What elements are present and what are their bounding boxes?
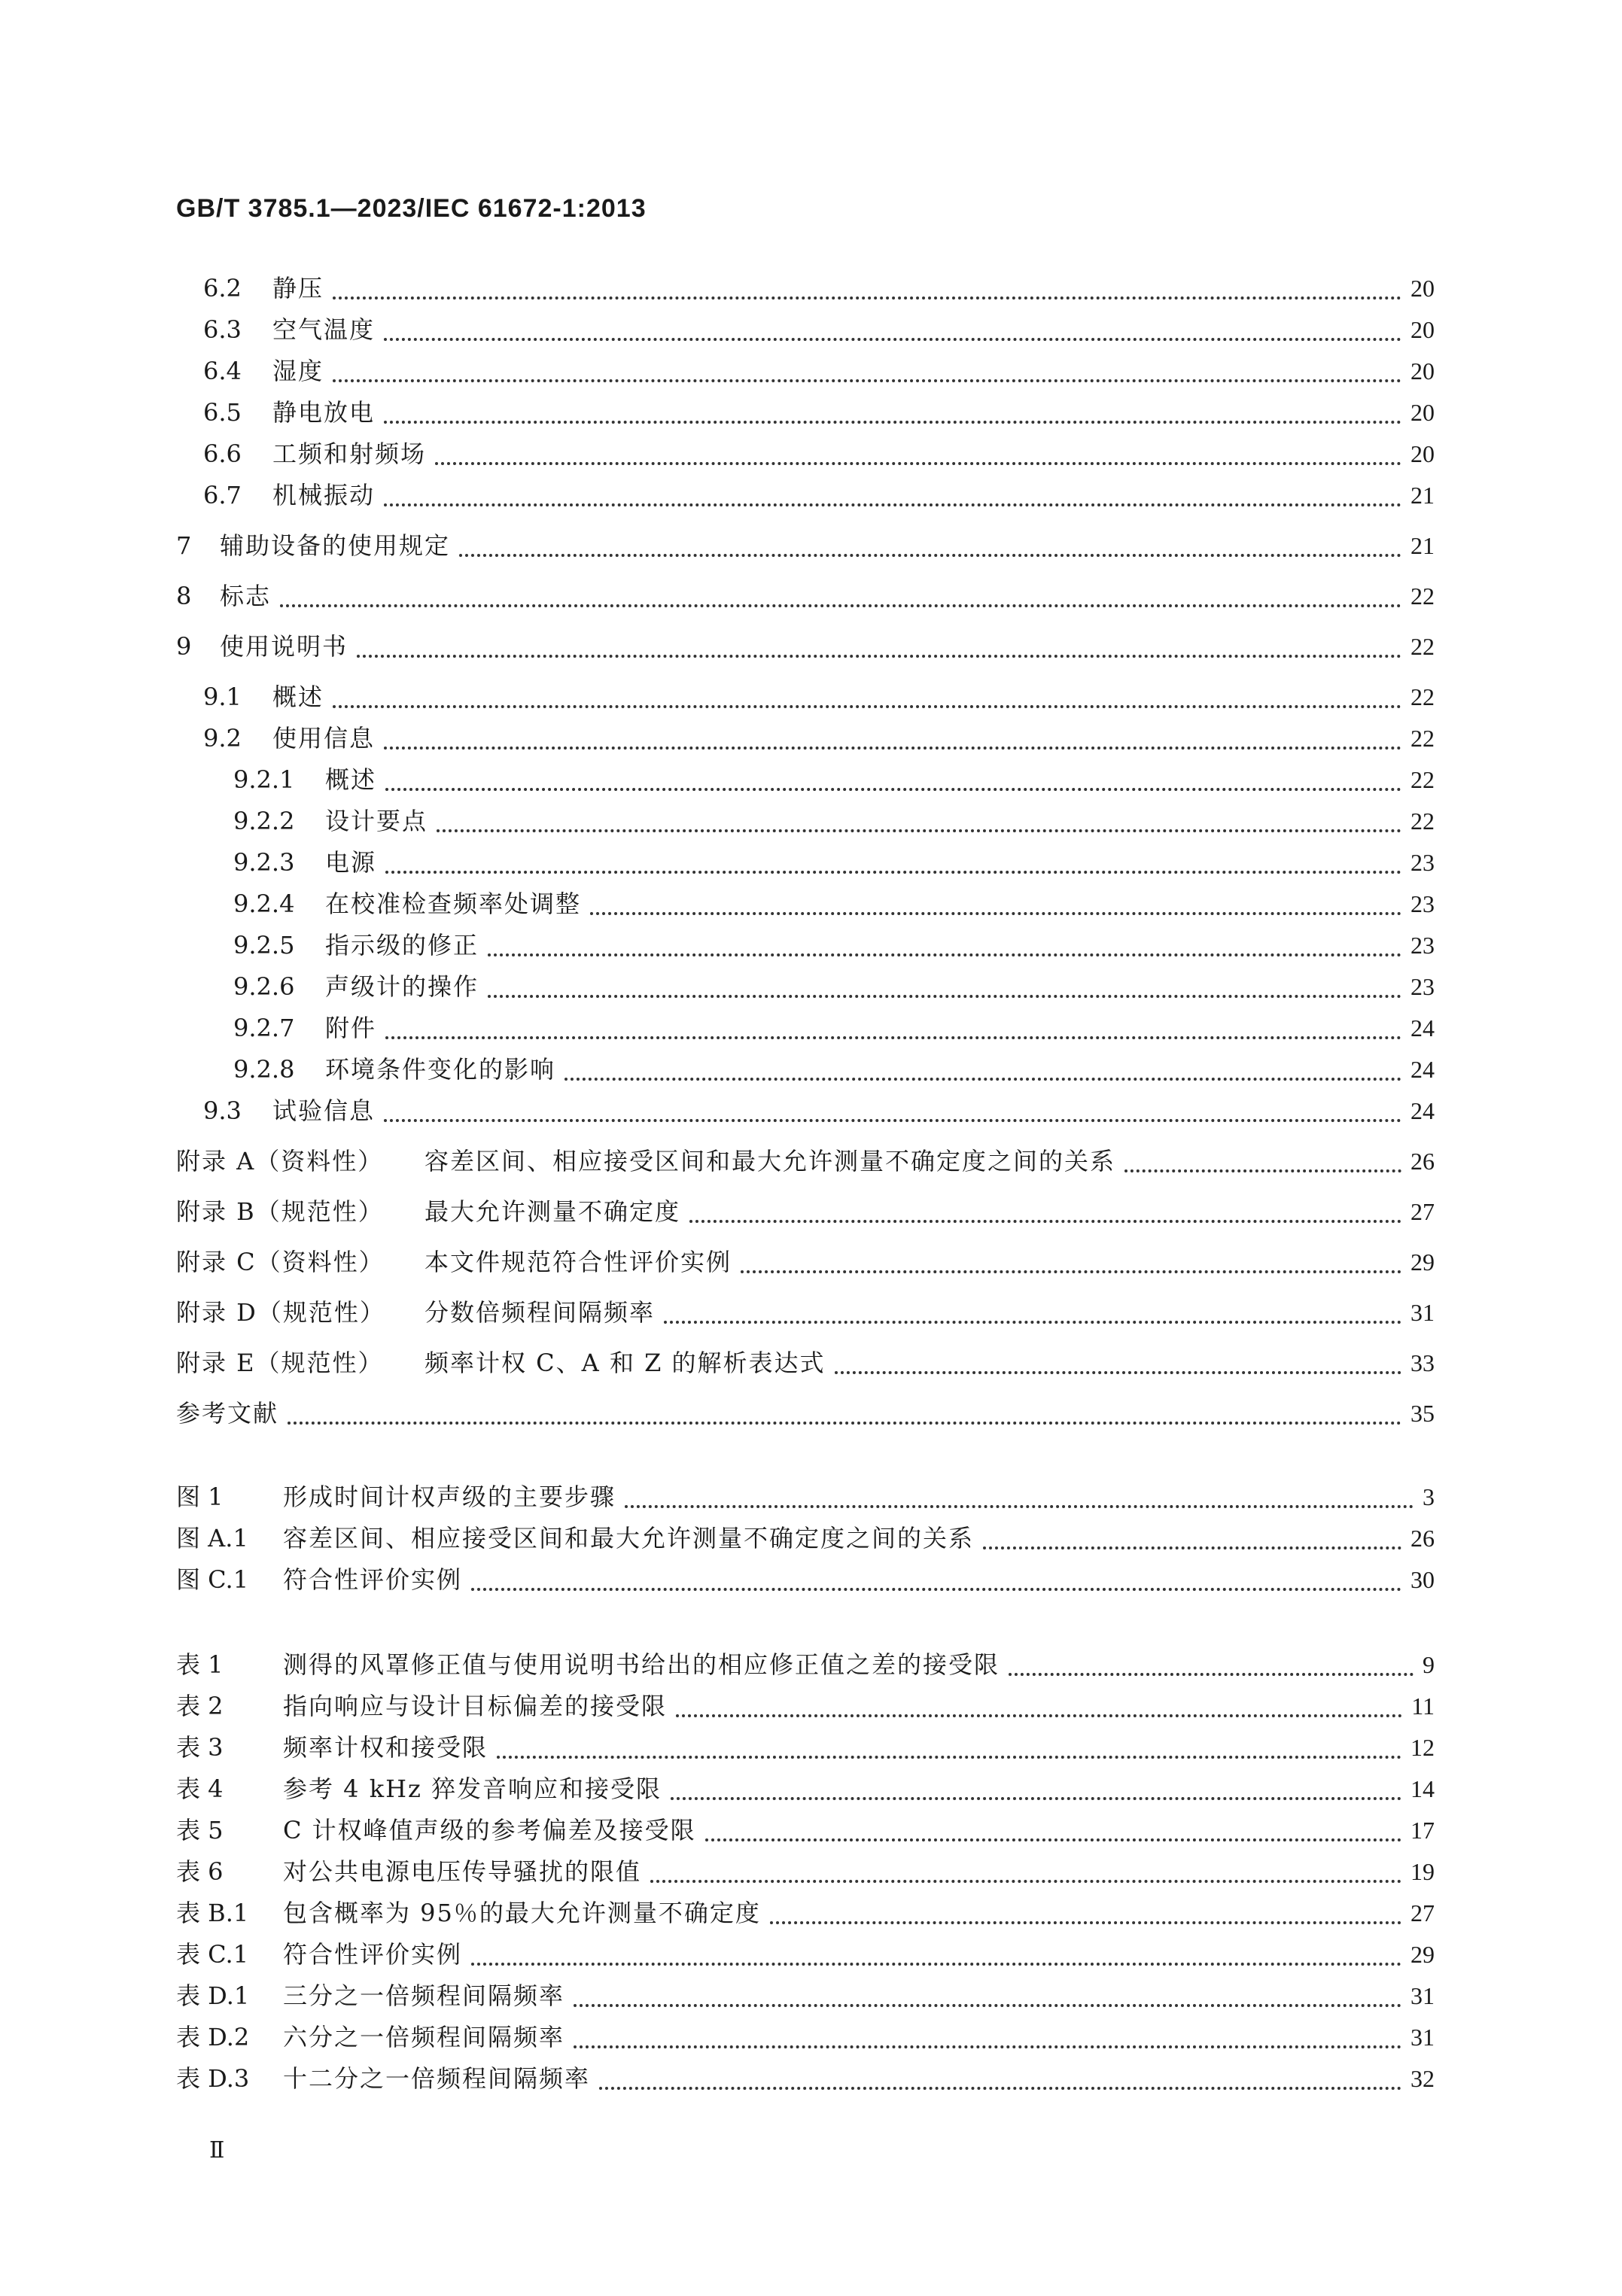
toc-entry-table[interactable]: 表 3 频率计权和接受限 12 <box>176 1733 1435 1762</box>
toc-entry-references[interactable]: 参考文献 35 <box>176 1399 1435 1428</box>
toc-entry-table[interactable]: 表 4 参考 4 kHz 猝发音响应和接受限 14 <box>176 1774 1435 1803</box>
toc-entry[interactable]: 9.1 概述 22 <box>203 683 1435 711</box>
toc-entry[interactable]: 9.2 使用信息 22 <box>203 724 1435 753</box>
toc-entry[interactable]: 9 使用说明书 22 <box>176 632 1435 661</box>
toc-entry[interactable]: 9.2.5 指示级的修正 23 <box>233 931 1435 959</box>
toc-entry[interactable]: 6.6 工频和射频场 20 <box>203 439 1435 468</box>
toc-entry-table[interactable]: 表 C.1 符合性评价实例 29 <box>176 1940 1435 1969</box>
toc-entry-table[interactable]: 表 2 指向响应与设计目标偏差的接受限 11 <box>176 1692 1435 1720</box>
toc-entry-appendix[interactable]: 附录 D（规范性） 分数倍频程间隔频率 31 <box>176 1298 1435 1327</box>
toc-entry[interactable]: 8 标志 22 <box>176 582 1435 610</box>
toc-entry[interactable]: 6.2 静压 20 <box>203 274 1435 303</box>
document-header: GB/T 3785.1—2023/IEC 61672-1:2013 <box>176 194 647 223</box>
toc-entry[interactable]: 6.3 空气温度 20 <box>203 315 1435 344</box>
toc-entry[interactable]: 9.2.6 声级计的操作 23 <box>233 972 1435 1001</box>
toc-entry[interactable]: 7 辅助设备的使用规定 21 <box>176 531 1435 560</box>
toc-entry[interactable]: 9.2.7 附件 24 <box>233 1014 1435 1042</box>
page-number: Ⅱ <box>209 2137 225 2164</box>
toc-entry[interactable]: 9.3 试验信息 24 <box>203 1096 1435 1125</box>
toc-entry[interactable]: 6.7 机械振动 21 <box>203 481 1435 509</box>
toc-entry-table[interactable]: 表 B.1 包含概率为 95％的最大允许测量不确定度 27 <box>176 1899 1435 1927</box>
toc-entry-table[interactable]: 表 6 对公共电源电压传导骚扰的限值 19 <box>176 1857 1435 1886</box>
toc-entry[interactable]: 9.2.3 电源 23 <box>233 848 1435 877</box>
toc-entry-figure[interactable]: 图 1 形成时间计权声级的主要步骤 3 <box>176 1483 1435 1511</box>
toc-entry[interactable]: 9.2.1 概述 22 <box>233 765 1435 794</box>
toc-entry-appendix[interactable]: 附录 A（资料性） 容差区间、相应接受区间和最大允许测量不确定度之间的关系 26 <box>176 1147 1435 1175</box>
toc-entry[interactable]: 9.2.8 环境条件变化的影响 24 <box>233 1055 1435 1084</box>
toc-entry-appendix[interactable]: 附录 C（资料性） 本文件规范符合性评价实例 29 <box>176 1248 1435 1276</box>
toc-entry-table[interactable]: 表 1 测得的风罩修正值与使用说明书给出的相应修正值之差的接受限 9 <box>176 1650 1435 1679</box>
toc-entry-table[interactable]: 表 D.1 三分之一倍频程间隔频率 31 <box>176 1981 1435 2010</box>
toc-entry[interactable]: 9.2.2 设计要点 22 <box>233 807 1435 835</box>
toc-entry-figure[interactable]: 图 A.1 容差区间、相应接受区间和最大允许测量不确定度之间的关系 26 <box>176 1524 1435 1552</box>
toc-entry-appendix[interactable]: 附录 E（规范性） 频率计权 C、A 和 Z 的解析表达式 33 <box>176 1349 1435 1377</box>
toc-entry-table[interactable]: 表 D.2 六分之一倍频程间隔频率 31 <box>176 2023 1435 2051</box>
toc-entry-table[interactable]: 表 D.3 十二分之一倍频程间隔频率 32 <box>176 2064 1435 2093</box>
toc-entry[interactable]: 9.2.4 在校准检查频率处调整 23 <box>233 890 1435 918</box>
toc-entry-figure[interactable]: 图 C.1 符合性评价实例 30 <box>176 1565 1435 1594</box>
toc-entry-appendix[interactable]: 附录 B（规范性） 最大允许测量不确定度 27 <box>176 1197 1435 1226</box>
toc-entry[interactable]: 6.4 湿度 20 <box>203 357 1435 385</box>
toc-entry-table[interactable]: 表 5 C 计权峰值声级的参考偏差及接受限 17 <box>176 1816 1435 1844</box>
toc-entry[interactable]: 6.5 静电放电 20 <box>203 398 1435 427</box>
